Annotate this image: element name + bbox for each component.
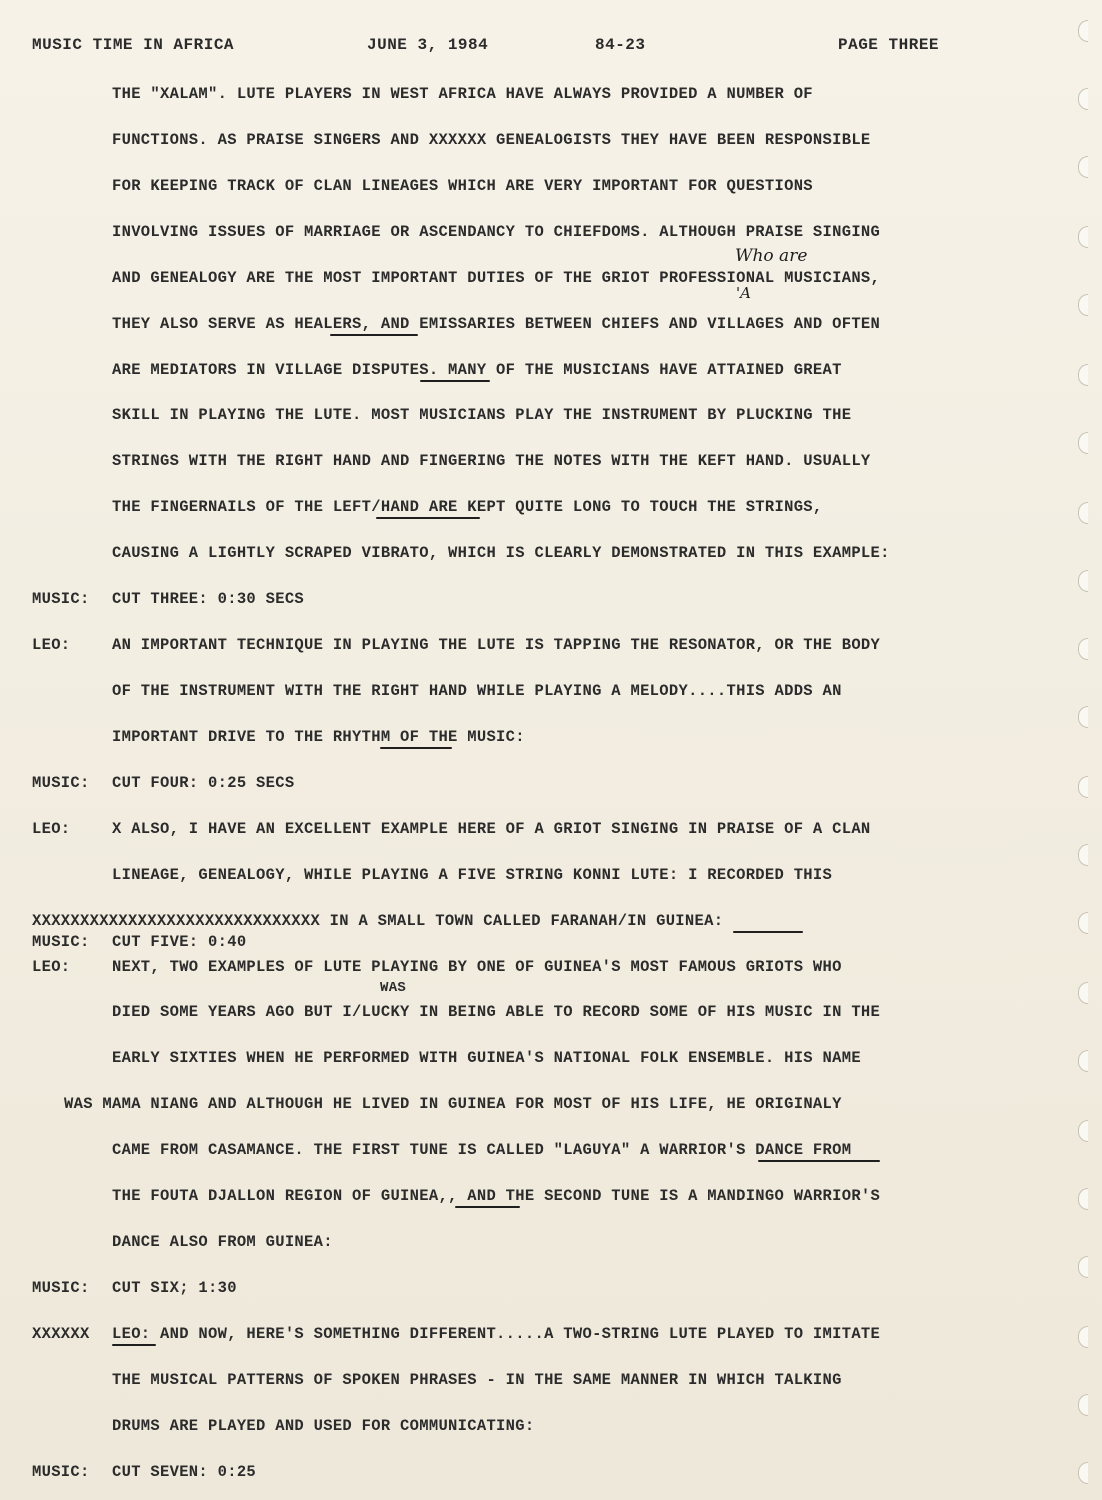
- handwritten-underline: [330, 334, 418, 336]
- script-line: IMPORTANT DRIVE TO THE RHYTHM OF THE MUSIC:: [112, 728, 525, 746]
- feed-hole: [1078, 156, 1088, 178]
- feed-hole: [1078, 912, 1088, 934]
- tractor-feed-holes: [1072, 0, 1088, 1500]
- script-line: THE FOUTA DJALLON REGION OF GUINEA,, AND THE SECOND TUNE IS A MANDINGO WARRIOR'S: [112, 1187, 881, 1205]
- script-line: AN IMPORTANT TECHNIQUE IN PLAYING THE LUTE IS TAPPING THE RESONATOR, OR THE BODY: [112, 636, 881, 654]
- handwritten-insertion: Who are: [735, 246, 808, 266]
- script-line: ARE MEDIATORS IN VILLAGE DISPUTES. MANY OF THE MUSICIANS HAVE ATTAINED GREAT: [112, 361, 842, 379]
- script-line: FOR KEEPING TRACK OF CLAN LINEAGES WHICH ARE VERY IMPORTANT FOR QUESTIONS: [112, 177, 813, 195]
- feed-hole: [1078, 638, 1088, 660]
- speaker-label: LEO:: [32, 820, 71, 838]
- script-line: INVOLVING ISSUES OF MARRIAGE OR ASCENDANCY TO CHIEFDOMS. ALTHOUGH PRAISE SINGING: [112, 223, 881, 241]
- feed-hole: [1078, 502, 1088, 524]
- script-line: X ALSO, I HAVE AN EXCELLENT EXAMPLE HERE OF A GRIOT SINGING IN PRAISE OF A CLAN: [112, 820, 871, 838]
- broadcast-date: JUNE 3, 1984: [367, 36, 489, 54]
- handwritten-underline: [758, 1160, 880, 1162]
- feed-hole: [1078, 1394, 1088, 1416]
- feed-hole: [1078, 570, 1088, 592]
- feed-hole: [1078, 1050, 1088, 1072]
- feed-hole: [1078, 982, 1088, 1004]
- feed-hole: [1078, 1326, 1088, 1348]
- music-cue: CUT FIVE: 0:40: [112, 933, 247, 951]
- script-line: NEXT, TWO EXAMPLES OF LUTE PLAYING BY ONE OF GUINEA'S MOST FAMOUS GRIOTS WHO: [112, 958, 842, 976]
- feed-hole: [1078, 776, 1088, 798]
- handwritten-underline: [376, 517, 480, 519]
- script-line: AND GENEALOGY ARE THE MOST IMPORTANT DUTIES OF THE GRIOT PROFESSIONAL MUSICIANS,: [112, 269, 881, 287]
- feed-hole: [1078, 706, 1088, 728]
- speaker-label: LEO:: [32, 958, 71, 976]
- music-cue: CUT FOUR: 0:25 SECS: [112, 774, 295, 792]
- script-line: CAME FROM CASAMANCE. THE FIRST TUNE IS CALLED "LAGUYA" A WARRIOR'S DANCE FROM: [112, 1141, 852, 1159]
- script-line: THE "XALAM". LUTE PLAYERS IN WEST AFRICA HAVE ALWAYS PROVIDED A NUMBER OF: [112, 85, 813, 103]
- script-line: DIED SOME YEARS AGO BUT I/LUCKY IN BEING ABLE TO RECORD SOME OF HIS MUSIC IN THE: [112, 1003, 881, 1021]
- script-line: CAUSING A LIGHTLY SCRAPED VIBRATO, WHICH IS CLEARLY DEMONSTRATED IN THIS EXAMPLE:: [112, 544, 890, 562]
- feed-hole: [1078, 844, 1088, 866]
- music-cue: CUT SIX; 1:30: [112, 1279, 237, 1297]
- page-number: PAGE THREE: [838, 36, 940, 54]
- script-line: OF THE INSTRUMENT WITH THE RIGHT HAND WHILE PLAYING A MELODY....THIS ADDS AN: [112, 682, 842, 700]
- script-line: DANCE ALSO FROM GUINEA:: [112, 1233, 333, 1251]
- handwritten-caret: 'A: [736, 284, 751, 302]
- music-cue: CUT SEVEN: 0:25: [112, 1463, 257, 1481]
- program-title: MUSIC TIME IN AFRICA: [32, 36, 235, 54]
- feed-hole: [1078, 1462, 1088, 1484]
- speaker-label: MUSIC:: [32, 774, 90, 792]
- page-header: [32, 36, 992, 58]
- speaker-label: MUSIC:: [32, 590, 90, 608]
- handwritten-underline: [733, 931, 803, 933]
- script-line: DRUMS ARE PLAYED AND USED FOR COMMUNICATING:: [112, 1417, 535, 1435]
- speaker-label: LEO:: [32, 636, 71, 654]
- feed-hole: [1078, 226, 1088, 248]
- feed-hole: [1078, 294, 1088, 316]
- script-line: THE MUSICAL PATTERNS OF SPOKEN PHRASES - IN THE SAME MANNER IN WHICH TALKING: [112, 1371, 842, 1389]
- program-number: 84-23: [595, 36, 646, 54]
- feed-hole: [1078, 88, 1088, 110]
- handwritten-underline: [112, 1344, 156, 1346]
- script-line: XXXXXXXXXXXXXXXXXXXXXXXXXXXXXX IN A SMALL TOWN CALLED FARANAH/IN GUINEA:: [32, 912, 724, 930]
- speaker-label: MUSIC:: [32, 1463, 90, 1481]
- speaker-label: MUSIC:: [32, 1279, 90, 1297]
- script-line: THEY ALSO SERVE AS HEALERS, AND EMISSARIES BETWEEN CHIEFS AND VILLAGES AND OFTEN: [112, 315, 881, 333]
- script-line: FUNCTIONS. AS PRAISE SINGERS AND XXXXXX GENEALOGISTS THEY HAVE BEEN RESPONSIBLE: [112, 131, 871, 149]
- feed-hole: [1078, 364, 1088, 386]
- script-line: THE FINGERNAILS OF THE LEFT/HAND ARE KEPT QUITE LONG TO TOUCH THE STRINGS,: [112, 498, 823, 516]
- feed-hole: [1078, 1188, 1088, 1210]
- script-line: LEO: AND NOW, HERE'S SOMETHING DIFFERENT.....A TWO-STRING LUTE PLAYED TO IMITATE: [112, 1325, 881, 1343]
- handwritten-underline: [420, 380, 490, 382]
- handwritten-underline: [455, 1206, 520, 1208]
- script-line: LINEAGE, GENEALOGY, WHILE PLAYING A FIVE STRING KONNI LUTE: I RECORDED THIS: [112, 866, 833, 884]
- feed-hole: [1078, 432, 1088, 454]
- typed-insertion: WAS: [380, 980, 407, 996]
- feed-hole: [1078, 1120, 1088, 1142]
- speaker-label: MUSIC:: [32, 933, 90, 951]
- script-line: WAS MAMA NIANG AND ALTHOUGH HE LIVED IN GUINEA FOR MOST OF HIS LIFE, HE ORIGINALY: [64, 1095, 842, 1113]
- feed-hole: [1078, 20, 1088, 42]
- handwritten-underline: [380, 747, 452, 749]
- script-line: STRINGS WITH THE RIGHT HAND AND FINGERING THE NOTES WITH THE KEFT HAND. USUALLY: [112, 452, 871, 470]
- feed-hole: [1078, 1256, 1088, 1278]
- struck-label: XXXXXX: [32, 1325, 90, 1343]
- script-line: SKILL IN PLAYING THE LUTE. MOST MUSICIANS PLAY THE INSTRUMENT BY PLUCKING THE: [112, 406, 852, 424]
- music-cue: CUT THREE: 0:30 SECS: [112, 590, 305, 608]
- script-line: EARLY SIXTIES WHEN HE PERFORMED WITH GUINEA'S NATIONAL FOLK ENSEMBLE. HIS NAME: [112, 1049, 861, 1067]
